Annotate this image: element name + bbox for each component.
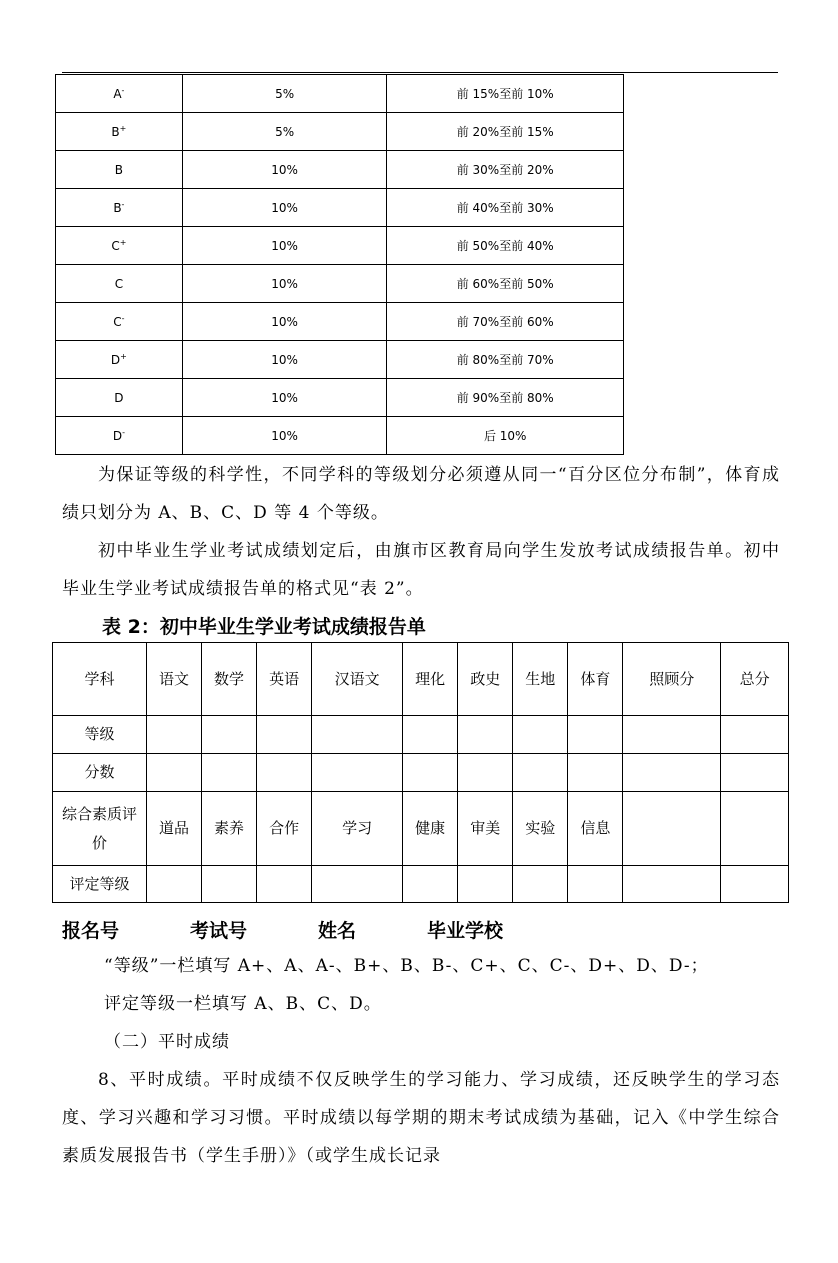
grade-cell [312, 716, 403, 754]
score-report-table [52, 642, 789, 903]
top-rule [62, 72, 778, 73]
grade-table-row [56, 303, 624, 341]
grade-label-cell [56, 189, 183, 227]
score-row [53, 754, 789, 792]
grade-rank-cell: 前 90%至前 80% [387, 379, 624, 417]
grade-label-cell [56, 417, 183, 455]
score-cell [202, 754, 257, 792]
grade-cell [403, 716, 458, 754]
field-name: 姓名 [318, 920, 357, 942]
subject-header-label: 学科 [53, 643, 147, 716]
grade-distribution-table [55, 74, 624, 455]
grade-percent-cell: 10% [182, 227, 387, 265]
score-cell [257, 754, 312, 792]
grade-modifier: - [121, 313, 125, 323]
grade-letter: D [112, 428, 123, 443]
grade-table-row [56, 75, 624, 113]
score-row-label: 分数 [53, 754, 147, 792]
table2-caption: 表 2：初中毕业生学业考试成绩报告单 [102, 616, 426, 638]
grade-letter: D [114, 390, 124, 405]
grade-table-row [56, 379, 624, 417]
eval-cell [623, 866, 721, 903]
quality-empty-cell [721, 792, 789, 866]
note-grade-column: “等级”一栏填写 A+、A、A-、B+、B、B-、C+、C、C-、D+、D、D-； [104, 956, 709, 976]
grade-table-row [56, 417, 624, 455]
grade-label-cell [56, 113, 183, 151]
field-school: 毕业学校 [427, 920, 504, 942]
quality-item: 健康 [403, 792, 458, 866]
eval-cell [513, 866, 568, 903]
grade-letter: B [113, 200, 122, 215]
grade-modifier: + [120, 351, 127, 361]
grade-rank-cell: 前 80%至前 70% [387, 341, 624, 379]
grade-cell [513, 716, 568, 754]
grade-letter: C [114, 276, 124, 291]
quality-item: 学习 [312, 792, 403, 866]
grade-label-cell [56, 265, 183, 303]
quality-item: 合作 [257, 792, 312, 866]
quality-item: 审美 [458, 792, 513, 866]
subject-cell: 政史 [458, 643, 513, 716]
eval-cell [257, 866, 312, 903]
subject-cell: 体育 [568, 643, 623, 716]
subject-cell: 生地 [513, 643, 568, 716]
section-heading-usual-scores: （二）平时成绩 [104, 1032, 230, 1052]
eval-row-label: 评定等级 [53, 866, 147, 903]
eval-cell [568, 866, 623, 903]
subject-cell: 语文 [146, 643, 201, 716]
grade-label-cell [56, 227, 183, 265]
quality-item: 实验 [513, 792, 568, 866]
grade-rank-cell: 前 40%至前 30% [387, 189, 624, 227]
eval-cell [202, 866, 257, 903]
quality-row-label: 综合素质评价 [53, 792, 147, 866]
quality-empty-cell [623, 792, 721, 866]
grade-letter: A [113, 86, 122, 101]
paragraph-grading-rule: 为保证等级的科学性，不同学科的等级划分必须遵从同一“百分区位分布制”，体育成绩只划分为 A、B、C、D 等 4 个等级。 [62, 465, 780, 523]
grade-row-label: 等级 [53, 716, 147, 754]
note-eval-column: 评定等级一栏填写 A、B、C、D。 [104, 994, 382, 1014]
score-cell [312, 754, 403, 792]
grade-rank-cell: 前 50%至前 40% [387, 227, 624, 265]
subject-row [53, 643, 789, 716]
grade-modifier: - [122, 427, 125, 437]
grade-percent-cell: 10% [182, 189, 387, 227]
grade-modifier: - [121, 85, 125, 95]
score-cell [513, 754, 568, 792]
subject-cell: 照顾分 [623, 643, 721, 716]
grade-percent-cell: 10% [182, 379, 387, 417]
grade-letter: C [113, 314, 122, 329]
grade-table-row [56, 113, 624, 151]
quality-row [53, 792, 789, 866]
score-cell [721, 754, 789, 792]
grade-letter: B [114, 162, 123, 177]
grade-table-row [56, 341, 624, 379]
subject-cell: 英语 [257, 643, 312, 716]
grade-cell [721, 716, 789, 754]
eval-cell [146, 866, 201, 903]
grade-label-cell [56, 151, 183, 189]
grade-table-row [56, 151, 624, 189]
grade-percent-cell: 10% [182, 417, 387, 455]
subject-cell: 汉语文 [312, 643, 403, 716]
eval-cell [721, 866, 789, 903]
grade-letter: B [111, 124, 120, 139]
grade-table-row [56, 265, 624, 303]
grade-label-cell [56, 379, 183, 417]
grade-rank-cell: 前 70%至前 60% [387, 303, 624, 341]
subject-cell: 总分 [721, 643, 789, 716]
grade-label-cell [56, 341, 183, 379]
eval-cell [458, 866, 513, 903]
score-cell [458, 754, 513, 792]
subject-cell: 数学 [202, 643, 257, 716]
grade-cell [257, 716, 312, 754]
grade-percent-cell: 10% [182, 303, 387, 341]
score-cell [568, 754, 623, 792]
grade-modifier: - [121, 199, 125, 209]
grade-table-row [56, 189, 624, 227]
quality-item: 素养 [202, 792, 257, 866]
quality-item: 信息 [568, 792, 623, 866]
grade-percent-cell: 5% [182, 75, 387, 113]
quality-item: 道品 [146, 792, 201, 866]
grade-percent-cell: 5% [182, 113, 387, 151]
paragraph-report-card: 初中毕业生学业考试成绩划定后，由旗市区教育局向学生发放考试成绩报告单。初中毕业生学业考试成绩报告单的格式见“表 2”。 [62, 541, 780, 599]
field-exam-no: 考试号 [190, 920, 248, 942]
grade-rank-cell: 后 10% [387, 417, 624, 455]
grade-rank-cell: 前 15%至前 10% [387, 75, 624, 113]
field-reg-no: 报名号 [62, 920, 120, 942]
score-cell [146, 754, 201, 792]
grade-modifier: + [119, 123, 127, 133]
eval-row [53, 866, 789, 903]
grade-percent-cell: 10% [182, 341, 387, 379]
grade-label-cell [56, 303, 183, 341]
subject-cell: 理化 [403, 643, 458, 716]
eval-cell [403, 866, 458, 903]
grade-percent-cell: 10% [182, 265, 387, 303]
grade-cell [568, 716, 623, 754]
grade-cell [146, 716, 201, 754]
eval-cell [312, 866, 403, 903]
grade-label-cell [56, 75, 183, 113]
grade-letter: C [111, 238, 120, 253]
grade-table-row [56, 227, 624, 265]
paragraph-usual-scores: 8、平时成绩。平时成绩不仅反映学生的学习能力、学习成绩，还反映学生的学习态度、学习兴趣和学习习惯。平时成绩以每学期的期末考试成绩为基础，记入《中学生综合素质发展报告书（学生手册）》（或学生成长记录 [62, 1070, 780, 1166]
grade-row [53, 716, 789, 754]
grade-modifier: + [119, 237, 127, 247]
score-cell [403, 754, 458, 792]
grade-cell [202, 716, 257, 754]
grade-percent-cell: 10% [182, 151, 387, 189]
grade-rank-cell: 前 20%至前 15% [387, 113, 624, 151]
grade-rank-cell: 前 30%至前 20% [387, 151, 624, 189]
grade-cell [623, 716, 721, 754]
score-cell [623, 754, 721, 792]
grade-cell [458, 716, 513, 754]
grade-rank-cell: 前 60%至前 50% [387, 265, 624, 303]
grade-letter: D [110, 352, 121, 367]
